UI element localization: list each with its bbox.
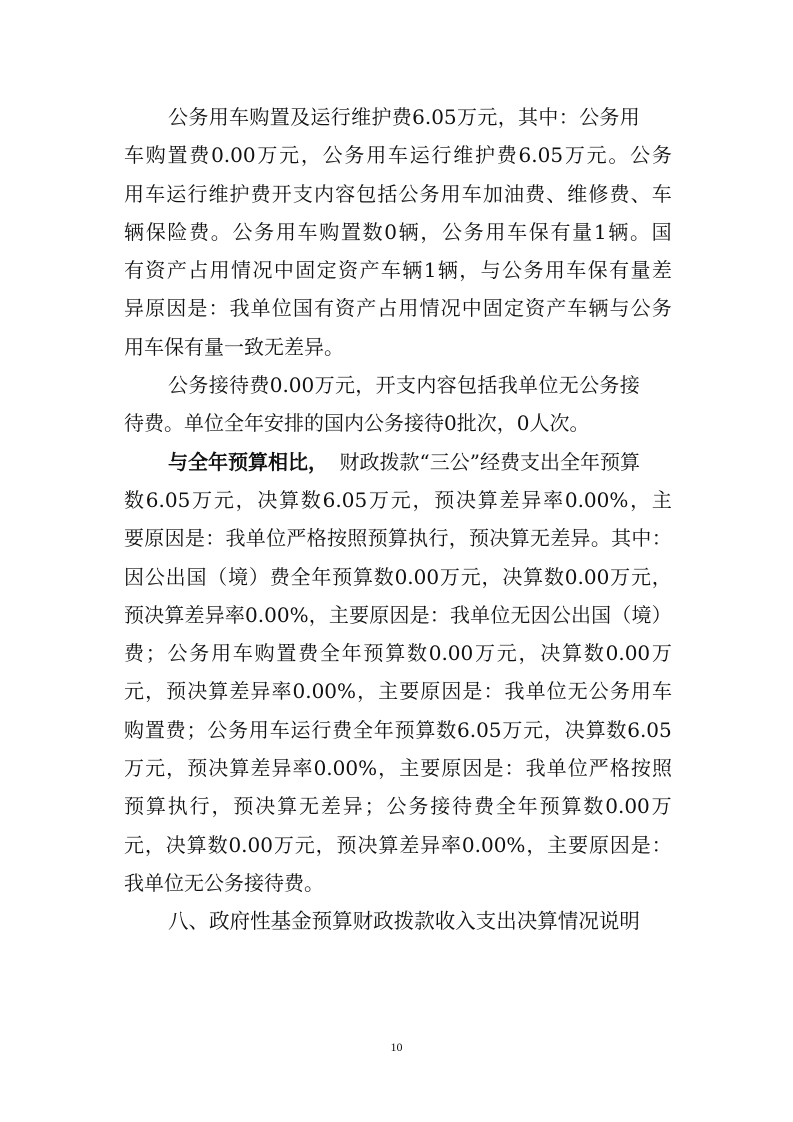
section-heading: 八 、 政 府 性 基 金 预 算 财 政 拨 款 收 入 支 出 决 算 情 况 说 明 (168, 909, 640, 934)
text-line: 用 车 运 行 维 护 费 开 支 内 容 包 括 公 务 用 车 加 油 费 、 维 修 费 、 车 (124, 181, 672, 206)
text-line: 数 6.05 万 元 ， 决 算 数 6.05 万 元 ， 预 决 算 差 异 率 0.00% ， 主 (124, 487, 672, 512)
text-line: 预 决 算 差 异 率 0.00% ， 主 要 原 因 是 ： 我 单 位 无 因 公 出 国 （ 境 ） (124, 602, 672, 627)
text-line: 待费。单位全年安排的国内公务接待0批次，0人次。 (124, 411, 590, 436)
page-number: 10 (390, 1040, 403, 1054)
text-line: 异 原 因 是 ： 我 单 位 国 有 资 产 占 用 情 况 中 固 定 资 产 车 辆 与 公 务 (124, 296, 672, 321)
text-line: 用车保有量一致无差异。 (124, 334, 344, 359)
text-line: 公 务 接 待 费 0.00 万 元 ， 开 支 内 容 包 括 我 单 位 无 公 务 接 (168, 373, 640, 398)
text-line: 要 原 因 是 ： 我 单 位 严 格 按 照 预 算 执 行 ， 预 决 算 无 差 异 。 其 中 ： (124, 526, 672, 551)
text-line: 购 置 费 ； 公 务 用 车 运 行 费 全 年 预 算 数 6.05 万 元 ， 决 算 数 6.05 (124, 717, 672, 742)
paragraph-reception-expenses (124, 366, 672, 443)
paragraph-budget-comparison (124, 443, 672, 903)
paragraph-vehicle-expenses (124, 98, 672, 366)
lead-rest: 财政拨款“三公”经费支出全年预算 (339, 449, 640, 474)
text-line: 万 元 ， 预 决 算 差 异 率 0.00% ， 主 要 原 因 是 ： 我 单 位 严 格 按 照 (124, 756, 672, 781)
text-line (168, 443, 640, 481)
text-line: 预 算 执 行 ， 预 决 算 无 差 异 ； 公 务 接 待 费 全 年 预 算 数 0.00 万 (124, 794, 672, 819)
text-line: 有 资 产 占 用 情 况 中 固 定 资 产 车 辆 1 辆 ， 与 公 务 用 车 保 有 量 差 (124, 258, 672, 283)
body-text (124, 98, 672, 941)
text-line: 费 ； 公 务 用 车 购 置 费 全 年 预 算 数 0.00 万 元 ， 决 算 数 0.00 万 (124, 641, 672, 666)
text-line: 我单位无公务接待费。 (124, 870, 324, 895)
bold-lead: 与全年预算相比， (168, 449, 328, 474)
text-line: 车 购 置 费 0.00 万 元 ， 公 务 用 车 运 行 维 护 费 6.05 万 元 。 公 务 (124, 143, 672, 168)
text-line: 公 务 用 车 购 置 及 运 行 维 护 费 6.05 万 元 ， 其 中 ： 公 务 用 (168, 105, 640, 129)
text-line: 元 ， 预 决 算 差 异 率 0.00% ， 主 要 原 因 是 ： 我 单 位 无 公 务 用 车 (124, 679, 672, 704)
text-line: 元 ， 决 算 数 0.00 万 元 ， 预 决 算 差 异 率 0.00% ， 主 要 原 因 是 ： (124, 832, 672, 857)
text-line: 因 公 出 国 （ 境 ） 费 全 年 预 算 数 0.00 万 元 ， 决 算 数 0.00 万 元 ， (124, 564, 672, 589)
text-line: 辆 保 险 费 。 公 务 用 车 购 置 数 0 辆 ， 公 务 用 车 保 有 量 1 辆 。 国 (124, 219, 672, 244)
